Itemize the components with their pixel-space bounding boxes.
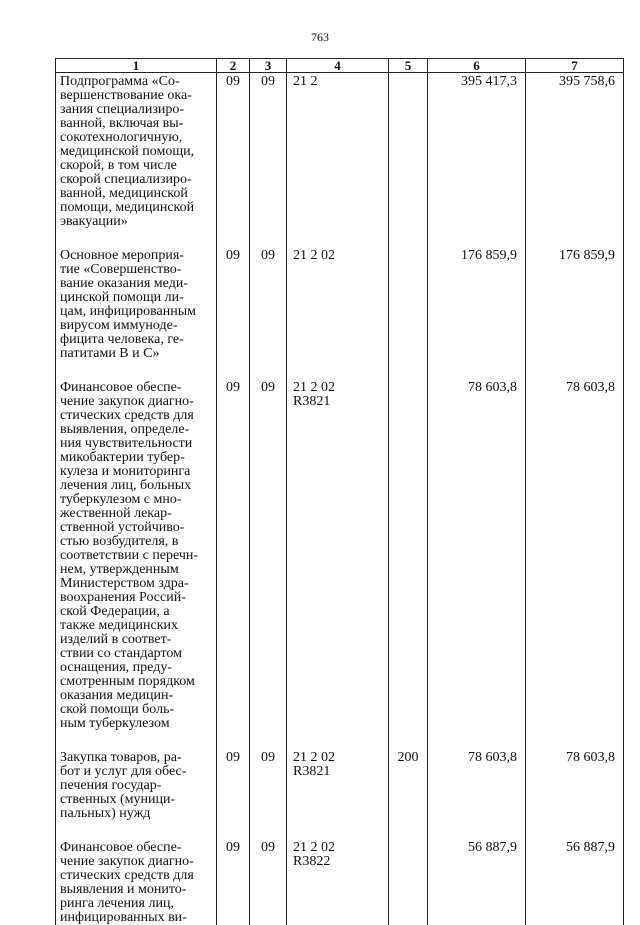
row-name-line: изделий в соответ- xyxy=(60,633,213,647)
table-row xyxy=(56,247,624,379)
target-article-cell xyxy=(287,839,389,925)
row-name-line: инфицированных ви- xyxy=(60,911,213,925)
row-name-line: Министерством здра- xyxy=(60,577,213,591)
row-name-line: воохранения Россий- xyxy=(60,591,213,605)
target-article-line: R3822 xyxy=(293,855,385,869)
target-article-line: 21 2 xyxy=(293,75,385,89)
row-name-line: бот и услуг для обес- xyxy=(60,765,213,779)
row-name-line: выявления, определе- xyxy=(60,423,213,437)
row-name-line: жественной лекар- xyxy=(60,507,213,521)
subsection-code-cell: 09 xyxy=(250,749,287,839)
row-name-line: ственной устойчиво- xyxy=(60,521,213,535)
row-name-line: ствии со стандартом xyxy=(60,647,213,661)
column-header-3: 3 xyxy=(250,59,287,73)
row-name-line: стических средств для xyxy=(60,869,213,883)
row-name-line: вание оказания меди- xyxy=(60,277,213,291)
target-article-line: 21 2 02 xyxy=(293,751,385,765)
row-name-line: стью возбудителя, в xyxy=(60,535,213,549)
column-header-5: 5 xyxy=(389,59,428,73)
row-name-line: вирусом иммуноде- xyxy=(60,319,213,333)
column-header-2: 2 xyxy=(217,59,250,73)
expense-type-cell xyxy=(389,839,428,925)
row-name-line: Финансовое обеспе- xyxy=(60,841,213,855)
column-header-1: 1 xyxy=(56,59,217,73)
table-header xyxy=(56,59,624,73)
expense-type-cell xyxy=(389,379,428,749)
row-name-line: вершенствование ока- xyxy=(60,89,213,103)
subsection-code-cell: 09 xyxy=(250,73,287,248)
row-name-line: микобактерии тубер- xyxy=(60,451,213,465)
subsection-code-cell: 09 xyxy=(250,379,287,749)
row-name-line: ственных (муници- xyxy=(60,793,213,807)
expense-type-cell: 200 xyxy=(389,749,428,839)
expense-type-cell xyxy=(389,247,428,379)
row-name-line: оказания медицин- xyxy=(60,689,213,703)
amount-col6-cell: 78 603,8 xyxy=(428,379,526,749)
section-code-cell: 09 xyxy=(217,749,250,839)
target-article-cell xyxy=(287,73,389,248)
section-code-cell: 09 xyxy=(217,247,250,379)
row-name-line: патитами В и С» xyxy=(60,347,213,361)
subsection-code-cell: 09 xyxy=(250,839,287,925)
row-name-line: эвакуации» xyxy=(60,215,213,229)
amount-col7-cell: 78 603,8 xyxy=(526,749,624,839)
row-name-line: ния чувствительности xyxy=(60,437,213,451)
table-row xyxy=(56,73,624,248)
row-name-line: пальных) нужд xyxy=(60,807,213,821)
target-article-line: 21 2 02 xyxy=(293,381,385,395)
row-name-line: скорой, в том числе xyxy=(60,159,213,173)
amount-col6-cell: 395 417,3 xyxy=(428,73,526,248)
section-code-cell: 09 xyxy=(217,379,250,749)
row-name-cell xyxy=(56,379,217,749)
expense-type-cell xyxy=(389,73,428,248)
row-name-line: зания специализиро- xyxy=(60,103,213,117)
row-name-line: чение закупок диагно- xyxy=(60,395,213,409)
row-name-line: тие «Совершенство- xyxy=(60,263,213,277)
row-name-line: печения государ- xyxy=(60,779,213,793)
amount-col6-cell: 176 859,9 xyxy=(428,247,526,379)
amount-col7-cell: 78 603,8 xyxy=(526,379,624,749)
row-name-cell xyxy=(56,247,217,379)
row-name-line: ской Федерации, а xyxy=(60,605,213,619)
target-article-line: R3821 xyxy=(293,765,385,779)
column-header-4: 4 xyxy=(287,59,389,73)
target-article-cell xyxy=(287,247,389,379)
row-name-line: медицинской помощи, xyxy=(60,145,213,159)
row-name-line: цам, инфицированным xyxy=(60,305,213,319)
row-name-line: чение закупок диагно- xyxy=(60,855,213,869)
table-row xyxy=(56,839,624,925)
row-name-line: фицита человека, ге- xyxy=(60,333,213,347)
amount-col6-cell: 56 887,9 xyxy=(428,839,526,925)
row-name-line: ванной, медицинской xyxy=(60,187,213,201)
target-article-cell xyxy=(287,749,389,839)
row-name-line: выявления и монито- xyxy=(60,883,213,897)
row-name-line: скорой специализиро- xyxy=(60,173,213,187)
row-name-line: ным туберкулезом xyxy=(60,717,213,731)
row-name-cell xyxy=(56,749,217,839)
column-header-6: 6 xyxy=(428,59,526,73)
row-name-line: цинской помощи ли- xyxy=(60,291,213,305)
row-name-line: помощи, медицинской xyxy=(60,201,213,215)
table-row xyxy=(56,749,624,839)
row-name-line: лечения лиц, больных xyxy=(60,479,213,493)
row-name-line: стических средств для xyxy=(60,409,213,423)
target-article-line: R3821 xyxy=(293,395,385,409)
row-name-line: смотренным порядком xyxy=(60,675,213,689)
page-number: 763 xyxy=(0,30,640,45)
row-name-cell xyxy=(56,839,217,925)
amount-col7-cell: 176 859,9 xyxy=(526,247,624,379)
row-name-line: сокотехнологичную, xyxy=(60,131,213,145)
amount-col7-cell: 56 887,9 xyxy=(526,839,624,925)
section-code-cell: 09 xyxy=(217,839,250,925)
table-body xyxy=(56,73,624,925)
row-name-line: оснащения, преду- xyxy=(60,661,213,675)
row-name-line: нем, утвержденным xyxy=(60,563,213,577)
subsection-code-cell: 09 xyxy=(250,247,287,379)
target-article-line: 21 2 02 xyxy=(293,841,385,855)
amount-col6-cell: 78 603,8 xyxy=(428,749,526,839)
row-name-line: ванной, включая вы- xyxy=(60,117,213,131)
section-code-cell: 09 xyxy=(217,73,250,248)
row-name-line: Финансовое обеспе- xyxy=(60,381,213,395)
row-name-line: также медицинских xyxy=(60,619,213,633)
row-name-line: Закупка товаров, ра- xyxy=(60,751,213,765)
row-name-line: Основное мероприя- xyxy=(60,249,213,263)
row-name-line: ринга лечения лиц, xyxy=(60,897,213,911)
target-article-cell xyxy=(287,379,389,749)
row-name-line: соответствии с перечн- xyxy=(60,549,213,563)
row-name-cell xyxy=(56,73,217,248)
row-name-line: кулеза и мониторинга xyxy=(60,465,213,479)
row-name-line: Подпрограмма «Со- xyxy=(60,75,213,89)
column-header-7: 7 xyxy=(526,59,624,73)
row-name-line: ской помощи боль- xyxy=(60,703,213,717)
amount-col7-cell: 395 758,6 xyxy=(526,73,624,248)
budget-table xyxy=(55,58,624,925)
target-article-line: 21 2 02 xyxy=(293,249,385,263)
row-name-line: туберкулезом с мно- xyxy=(60,493,213,507)
table-row xyxy=(56,379,624,749)
header-row xyxy=(56,59,624,73)
